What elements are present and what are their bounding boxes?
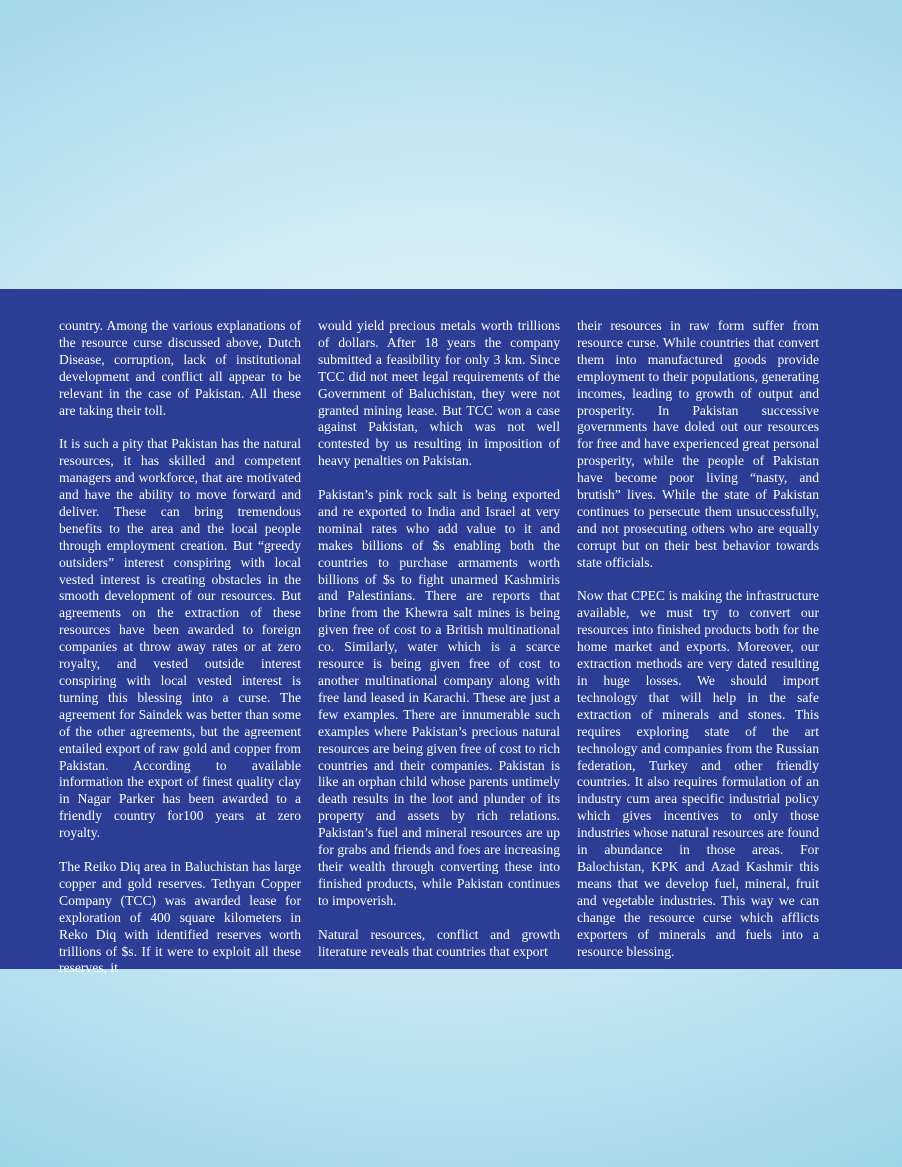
paragraph: country. Among the various explanations of the resource curse discussed above, Dutch Disease, corruption, lack of institutional development and conflict all appear to be relevant in the case of Pakistan. All these are taking their toll. [59, 318, 301, 418]
paragraph: would yield precious metals worth trillions of dollars. After 18 years the company submitted a feasibility for only 3 km. Since TCC did not meet legal requirements of the Government of Baluchistan, they were not granted mining lease. But TCC won a case against Pakistan, which was not well contested by us resulting in imposition of heavy penalties on Pakistan. [318, 318, 560, 469]
article-band [0, 289, 902, 976]
text-column-1 [59, 318, 301, 977]
paragraph: their resources in raw form suffer from resource curse. While countries that convert them into manufactured goods provide employment to their populations, generating incomes, leading to growth of output and prosperity. In Pakistan successive governments have doled out our resources for free and have experienced great personal prosperity, while the people of Pakistan have become poor living “nasty, and brutish” lives. While the state of Pakistan continues to persecute them unsuccessfully, and not prosecuting others who are equally corrupt but on their best behavior towards state officials. [577, 318, 819, 570]
paragraph: It is such a pity that Pakistan has the natural resources, it has skilled and competent managers and workforce, that are motivated and have the ability to move forward and deliver. These can bring tremendous benefits to the area and the local people through employment creation. But “greedy outsiders” interest conspiring with local vested interest is creating obstacles in the smooth development of our resources. But agreements on the extraction of these resources have been awarded to foreign companies at throw away rates or at zero royalty, and vested outside interest conspiring with local vested interest is turning this blessing into a curse. The agreement for Saindek was better than some of the other agreements, but the agreement entailed export of raw gold and copper from Pakistan. According to available information the export of finest quality clay in Nagar Parker has been awarded to a friendly country for100 years at zero royalty. [59, 436, 301, 841]
text-column-3 [577, 318, 819, 960]
paragraph: The Reiko Diq area in Baluchistan has large copper and gold reserves. Tethyan Copper Company (TCC) was awarded lease for exploration of 400 square kilometers in Reko Diq with identified reserves worth trillions of $s. If it were to exploit all these reserves, it [59, 858, 301, 976]
paragraph: Pakistan’s pink rock salt is being exported and re exported to India and Israel at very nominal rates who add value to it and makes billions of $s enabling both the countries to purchase armaments worth billions of $s to fight unarmed Kashmiris and Palestinians. There are reports that brine from the Khewra salt mines is being given free of cost to a British multinational co. Similarly, water which is a scarce resource is being given free of cost to another multinational company along with free land leased in Karachi. These are just a few examples. There are innumerable such examples where Pakistan’s precious natural resources are being given free of cost to rich countries and their companies. Pakistan is like an orphan child whose parents untimely death results in the loot and plunder of its property and assets by rich relations. Pakistan’s fuel and mineral resources are up for grabs and friends and foes are increasing their wealth through converting these into finished products, while Pakistan continues to impoverish. [318, 487, 560, 908]
paragraph: Now that CPEC is making the infrastructure available, we must try to convert our resources into finished products both for the home market and exports. Moreover, our extraction methods are very dated resulting in huge losses. We should import technology that will help in the safe extraction of minerals and stones. This requires exploring state of the art technology and companies from the Russian federation, Turkey and other friendly countries. It also requires formulation of an industry cum area specific industrial policy which gives incentives to only those industries whose natural resources are found in abundance in those areas. For Balochistan, KPK and Azad Kashmir this means that we develop fuel, mineral, fruit and vegetable industries. This way we can change the resource curse which afflicts exporters of minerals and fuels into a resource blessing. [577, 588, 819, 959]
text-column-2 [318, 318, 560, 960]
paragraph: Natural resources, conflict and growth literature reveals that countries that export [318, 926, 560, 959]
